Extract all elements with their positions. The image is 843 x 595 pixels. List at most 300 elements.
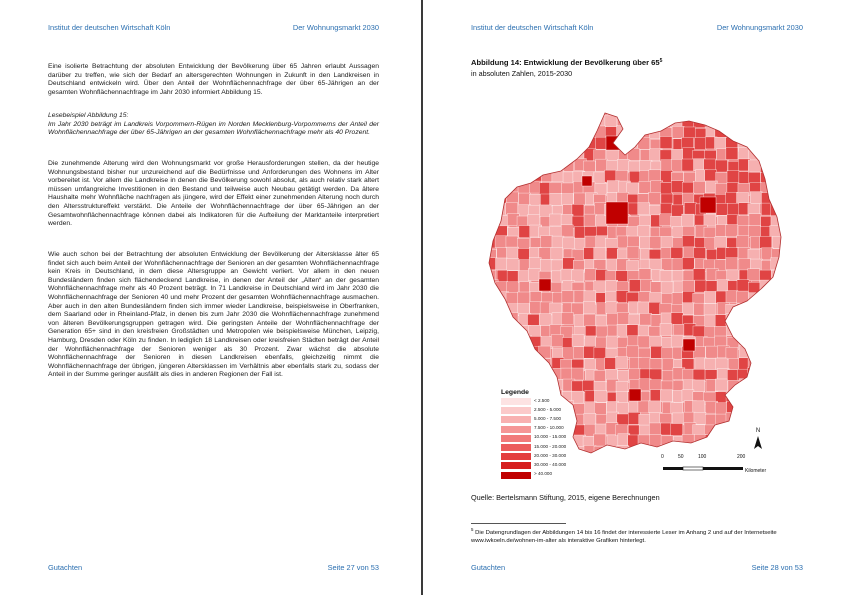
district-cell <box>506 348 518 360</box>
district-cell <box>781 149 785 161</box>
district-cell <box>716 116 728 128</box>
district-cell <box>629 447 641 459</box>
district-cell <box>497 172 509 184</box>
district-cell <box>770 401 782 413</box>
district-cell <box>783 269 785 281</box>
district-cell <box>649 401 661 413</box>
district-cell <box>671 205 683 217</box>
district-cell <box>507 150 519 162</box>
district-cell <box>485 348 496 360</box>
district-cell <box>660 182 672 194</box>
district-cell <box>550 115 562 127</box>
district-grid <box>485 104 785 471</box>
district-cell <box>606 280 618 292</box>
district-cell <box>726 425 738 437</box>
district-cell <box>715 445 727 457</box>
district-cell <box>518 248 530 260</box>
district-cell <box>627 236 639 248</box>
district-cell <box>539 205 551 217</box>
district-cell <box>530 138 542 150</box>
district-cell <box>617 414 629 426</box>
district-cell <box>530 150 542 162</box>
district-cell <box>782 248 785 260</box>
district-cell <box>694 116 706 128</box>
district-cell <box>671 247 683 259</box>
district-cell <box>726 148 738 160</box>
district-cell <box>694 248 706 260</box>
district-cell <box>660 137 672 149</box>
district-cell <box>539 106 551 118</box>
district-cell <box>749 104 761 116</box>
district-cell <box>572 105 584 117</box>
district-cell <box>627 346 639 358</box>
district-cell <box>781 357 785 369</box>
left-paragraph-3: Wie auch schon bei der Betrachtung der absoluten Entwicklung der Bevölkerung der Altersklasse älter 65 findet sich auch beim Anteil der Wohnflächennachfrage der Senioren an der gesamten Wohnflächennachfrage kein Kreis in Deutschland, in dem diese Altersgruppe an Gewicht verliert. Vor allem in den neuen Bundesländern finden sich flächendeckend Landkreise, in denen der Anteil der „Alten“ an der gesamten Wohnflächennachfrage mehr als 40 Prozent beträgt. In 71 Landkreise in Deutschland wird im Jahr 2030 die Wohnflächennachfrage der Senioren 40 und mehr Prozent der gesamten Wohnflächennachfrage ausmachen. Aber auch in den alten Bundesländern finden sich immer wieder Landkreise, beispielsweise in Oberfranken, dem Saarland oder in Rheinland-Pfalz, in denen bis zum Jahr 2030 die Wohnflächennachfrage zunehmend von älteren Bevölkerungsgruppen getragen wird. Die geringsten Anteile der Wohnflächennachfrage der Generation 65+ sind in den kreisfreien Großstädten und Metropolen wie beispielsweise München, Leipzig, Hamburg, Dresden oder Köln zu finden. In lediglich 18 Landkreisen oder kreisfreien Städten beträgt der Anteil der Wohnflächennachfrage der Senioren weniger als 30 Prozent. Zwar wächst die absolute Wohnflächennachfrage der Senioren in diesen Landkreisen ebenfalls, gleichzeitig nimmt die Wohnflächennachfrage der übrigen, jüngeren Altersklassen im Verhältnis aber ebenfalls stark zu, sodass der Anteil in der Summe geringer ausfällt als dies in anderen Regionen der Fall ist. <box>48 251 379 379</box>
district-cell <box>629 105 641 117</box>
district-cell <box>728 434 740 446</box>
district-dark <box>539 279 551 291</box>
district-cell <box>750 192 762 204</box>
district-cell <box>660 203 672 215</box>
district-cell <box>682 236 694 248</box>
district-cell <box>617 313 629 325</box>
district-cell <box>760 280 772 292</box>
district-cell <box>682 303 694 315</box>
district-cell <box>638 401 650 413</box>
legend-swatch <box>501 462 531 469</box>
district-cell <box>660 390 672 402</box>
district-cell <box>761 172 773 184</box>
district-cell <box>726 192 738 204</box>
district-cell <box>781 381 785 393</box>
district-cell <box>561 194 573 206</box>
district-cell <box>649 192 661 204</box>
district-cell <box>617 457 629 469</box>
district-cell <box>551 139 563 151</box>
district-cell <box>563 117 575 129</box>
district-cell <box>517 117 529 129</box>
district-cell <box>649 237 661 249</box>
district-cell <box>759 401 771 413</box>
district-cell <box>706 346 718 358</box>
district-cell <box>572 270 584 282</box>
district-cell <box>759 105 771 117</box>
district-cell <box>715 237 727 249</box>
district-cell <box>594 390 606 402</box>
district-cell <box>737 434 749 446</box>
district-cell <box>629 369 641 381</box>
reading-example-text: Im Jahr 2030 beträgt im Landkreis Vorpommern-Rügen im Norden Mecklenburg-Vorpommerns der Anteil der Wohnflächennachfrage der über 65-Jährigen an der gesamten Wohnflächennachfrage mehr als 40 Prozent. <box>48 120 379 137</box>
district-cell <box>629 280 641 292</box>
scale-label-50: 50 <box>678 454 684 460</box>
district-cell <box>661 258 673 270</box>
district-cell <box>706 446 718 458</box>
district-cell <box>717 425 729 437</box>
district-cell <box>485 194 497 206</box>
district-cell <box>561 106 573 118</box>
scale-bar <box>661 454 767 478</box>
district-cell <box>672 413 684 425</box>
district-cell <box>539 359 551 371</box>
district-cell <box>771 325 783 337</box>
legend-label: 30.000 - 40.000 <box>534 461 567 467</box>
district-cell <box>506 159 518 171</box>
district-cell <box>738 424 750 436</box>
district-cell <box>551 335 563 347</box>
figure-title: Abbildung 14: Entwicklung der Bevölkerung über $65^5$ <box>471 58 663 67</box>
district-cell <box>573 115 585 127</box>
district-dark <box>700 197 716 213</box>
district-cell <box>627 325 639 337</box>
district-cell <box>748 391 760 403</box>
district-cell <box>770 171 782 183</box>
district-cell <box>628 457 640 469</box>
district-cell <box>771 127 783 139</box>
district-cell <box>506 292 518 304</box>
district-cell <box>541 148 553 160</box>
district-cell <box>760 370 772 382</box>
scale-label-200: 200 <box>737 454 746 460</box>
left-page-number: Seite 27 von 53 <box>327 563 379 572</box>
district-cell <box>572 216 584 228</box>
district-cell <box>486 203 498 215</box>
district-cell <box>539 137 551 149</box>
district-cell <box>737 236 749 248</box>
scale-unit: Kilometer <box>745 468 767 474</box>
district-cell <box>485 214 497 226</box>
district-cell <box>726 225 738 237</box>
district-cell <box>760 337 772 349</box>
district-cell <box>737 403 749 415</box>
district-cell <box>495 236 507 248</box>
district-cell <box>508 358 520 370</box>
district-cell <box>781 182 785 194</box>
district-cell <box>781 423 785 435</box>
district-cell <box>562 138 574 150</box>
district-cell <box>694 412 706 424</box>
district-cell <box>726 106 738 118</box>
left-footer-label: Gutachten <box>48 563 83 572</box>
district-cell <box>607 150 619 162</box>
district-cell <box>518 292 530 304</box>
district-cell <box>770 106 782 118</box>
district-cell <box>705 106 717 118</box>
district-cell <box>584 413 596 425</box>
district-cell <box>650 358 662 370</box>
district-cell <box>486 434 498 446</box>
district-cell <box>651 346 663 358</box>
district-cell <box>638 357 650 369</box>
district-cell <box>748 282 760 294</box>
reading-example-heading: Lesebeispiel Abbildung 15: <box>48 112 129 119</box>
district-cell <box>519 160 531 172</box>
district-cell <box>550 214 562 226</box>
district-cell <box>616 291 628 303</box>
district-cell <box>638 302 650 314</box>
legend-label: 20.000 - 30.000 <box>534 452 567 458</box>
district-cell <box>628 412 640 424</box>
district-cell <box>561 148 573 160</box>
legend-label: < 2.500 <box>534 397 550 403</box>
district-cell <box>638 203 650 215</box>
district-cell <box>640 313 652 325</box>
district-cell <box>486 414 498 426</box>
district-cell <box>705 315 717 327</box>
scale-label-100: 100 <box>698 454 707 460</box>
district-cell <box>607 458 619 470</box>
district-cell <box>627 148 639 160</box>
district-cell <box>682 258 694 270</box>
district-cell <box>539 346 551 358</box>
district-cell <box>783 326 785 338</box>
district-cell <box>495 105 507 117</box>
district-cell <box>694 434 706 446</box>
district-cell <box>782 434 785 446</box>
district-cell <box>617 104 629 116</box>
district-cell <box>607 248 619 260</box>
district-cell <box>662 359 674 371</box>
district-cell <box>770 302 782 314</box>
district-cell <box>772 313 784 325</box>
district-dark <box>582 176 592 186</box>
district-cell <box>562 183 574 195</box>
district-cell <box>770 380 782 392</box>
district-cell <box>749 214 761 226</box>
district-cell <box>519 346 531 358</box>
district-cell <box>562 291 574 303</box>
right-page-number: Seite 28 von 53 <box>751 563 803 572</box>
district-cell <box>704 159 716 171</box>
district-cell <box>594 172 606 184</box>
district-cell <box>761 193 773 205</box>
district-cell <box>563 127 575 139</box>
district-cell <box>506 171 518 183</box>
left-header-institute: Institut der deutschen Wirtschaft Köln <box>48 23 171 32</box>
district-cell <box>485 425 496 437</box>
district-cell <box>583 302 595 314</box>
district-cell <box>684 127 696 139</box>
district-cell <box>552 148 564 160</box>
legend-swatch <box>501 453 531 460</box>
district-cell <box>771 414 783 426</box>
district-cell <box>682 434 694 446</box>
district-cell <box>682 281 694 293</box>
reading-example <box>48 112 379 138</box>
district-cell <box>583 137 595 149</box>
district-cell <box>541 370 553 382</box>
district-cell <box>781 368 785 380</box>
district-cell <box>716 436 728 448</box>
district-cell <box>771 204 783 216</box>
district-cell <box>739 326 751 338</box>
district-cell <box>638 117 650 129</box>
district-cell <box>662 347 674 359</box>
district-cell <box>771 116 783 128</box>
district-cell <box>782 303 785 315</box>
district-cell <box>704 304 716 316</box>
district-cell <box>782 105 785 117</box>
district-cell <box>661 160 673 172</box>
district-cell <box>530 127 542 139</box>
district-cell <box>607 313 619 325</box>
district-cell <box>782 161 785 173</box>
district-cell <box>485 172 497 184</box>
district-cell <box>562 412 574 424</box>
district-cell <box>771 359 783 371</box>
north-arrow-icon <box>753 436 763 450</box>
district-cell <box>738 117 750 129</box>
district-cell <box>726 258 738 270</box>
district-cell <box>694 138 706 150</box>
district-cell <box>760 236 772 248</box>
district-cell <box>660 270 672 282</box>
district-cell <box>715 379 727 391</box>
legend-label: 15.000 - 20.000 <box>534 443 567 449</box>
district-cell <box>748 269 760 281</box>
district-cell <box>627 116 639 128</box>
district-cell <box>783 128 785 140</box>
district-cell <box>661 170 673 182</box>
district-cell <box>584 115 596 127</box>
district-cell <box>738 315 750 327</box>
district-cell <box>508 126 520 138</box>
district-cell <box>705 170 717 182</box>
district-cell <box>727 324 739 336</box>
district-cell <box>562 401 574 413</box>
district-cell <box>550 193 562 205</box>
district-cell <box>539 314 551 326</box>
district-cell <box>750 413 762 425</box>
legend-swatch <box>501 407 531 414</box>
district-cell <box>606 259 618 271</box>
district-cell <box>671 424 683 436</box>
district-cell <box>551 105 563 117</box>
district-cell <box>671 335 683 347</box>
district-cell <box>695 104 707 116</box>
district-cell <box>749 117 761 129</box>
district-cell <box>770 139 782 151</box>
district-cell <box>584 291 596 303</box>
district-cell <box>760 314 772 326</box>
district-cell <box>583 161 595 173</box>
district-cell <box>772 161 784 173</box>
district-cell <box>782 401 785 413</box>
legend-title: Legende <box>501 389 529 396</box>
legend-label: > 40.000 <box>534 471 553 477</box>
district-cell <box>748 160 760 172</box>
right-header-institute: Institut der deutschen Wirtschaft Köln <box>471 23 594 32</box>
district-cell <box>496 161 508 173</box>
district-cell <box>650 435 662 447</box>
district-cell <box>682 105 694 117</box>
district-cell <box>605 291 617 303</box>
district-cell <box>671 313 683 325</box>
district-cell <box>605 447 617 459</box>
district-cell <box>639 457 651 469</box>
district-cell <box>683 446 695 458</box>
district-dark <box>629 389 641 401</box>
district-cell <box>717 280 729 292</box>
district-cell <box>693 326 705 338</box>
footnote: $^5$ Die Datengrundlagen der Abbildungen 14 bis 16 findet der interessierte Leser im Anhang 2 und auf der Internetseite www.iwkoeln.de/wohnen-im-alter als interaktive Grafiken hinterlegt. <box>471 527 777 544</box>
district-cell <box>660 214 672 226</box>
left-page <box>0 0 421 595</box>
district-cell <box>518 104 530 116</box>
legend-swatch <box>501 472 531 479</box>
district-cell <box>594 446 606 458</box>
district-cell <box>761 127 773 139</box>
district-cell <box>529 104 541 116</box>
district-cell <box>638 325 650 337</box>
district-cell <box>704 291 716 303</box>
district-cell <box>485 380 496 392</box>
district-cell <box>750 381 762 393</box>
district-cell <box>540 126 552 138</box>
district-cell <box>485 127 496 139</box>
district-cell <box>650 282 662 294</box>
district-cell <box>759 137 771 149</box>
district-cell <box>639 414 651 426</box>
district-cell <box>594 248 606 260</box>
district-cell <box>551 248 563 260</box>
figure-subtitle: in absoluten Zahlen, 2015-2030 <box>471 69 573 78</box>
scale-label-0: 0 <box>661 454 664 460</box>
district-cell <box>716 203 728 215</box>
district-cell <box>529 194 541 206</box>
district-cell <box>486 325 498 337</box>
district-cell <box>673 324 685 336</box>
district-cell <box>606 336 618 348</box>
district-cell <box>572 204 584 216</box>
district-cell <box>605 170 617 182</box>
district-cell <box>781 348 785 360</box>
district-cell <box>651 458 663 470</box>
district-cell <box>660 324 672 336</box>
district-cell <box>529 370 541 382</box>
district-cell <box>530 170 542 182</box>
district-cell <box>572 414 584 426</box>
district-cell <box>771 194 783 206</box>
district-cell <box>772 445 784 457</box>
district-cell <box>759 304 771 316</box>
district-cell <box>528 314 540 326</box>
district-cell <box>693 401 705 413</box>
district-cell <box>506 336 518 348</box>
district-cell <box>716 403 728 415</box>
district-cell <box>508 115 520 127</box>
district-cell <box>573 137 585 149</box>
district-cell <box>497 336 509 348</box>
district-cell <box>596 159 608 171</box>
district-cell <box>530 381 542 393</box>
district-cell <box>739 106 751 118</box>
district-cell <box>517 369 529 381</box>
right-header-title: Der Wohnungsmarkt 2030 <box>716 23 803 32</box>
district-cell <box>695 280 707 292</box>
district-cell <box>596 104 608 116</box>
district-cell <box>650 369 662 381</box>
district-cell <box>782 116 785 128</box>
district-cell <box>759 412 771 424</box>
district-cell <box>781 225 785 237</box>
district-cell <box>726 313 738 325</box>
district-cell <box>594 370 606 382</box>
district-cell <box>671 181 683 193</box>
district-cell <box>639 269 651 281</box>
district-cell <box>528 215 540 227</box>
district-cell <box>572 335 584 347</box>
district-cell <box>770 293 782 305</box>
